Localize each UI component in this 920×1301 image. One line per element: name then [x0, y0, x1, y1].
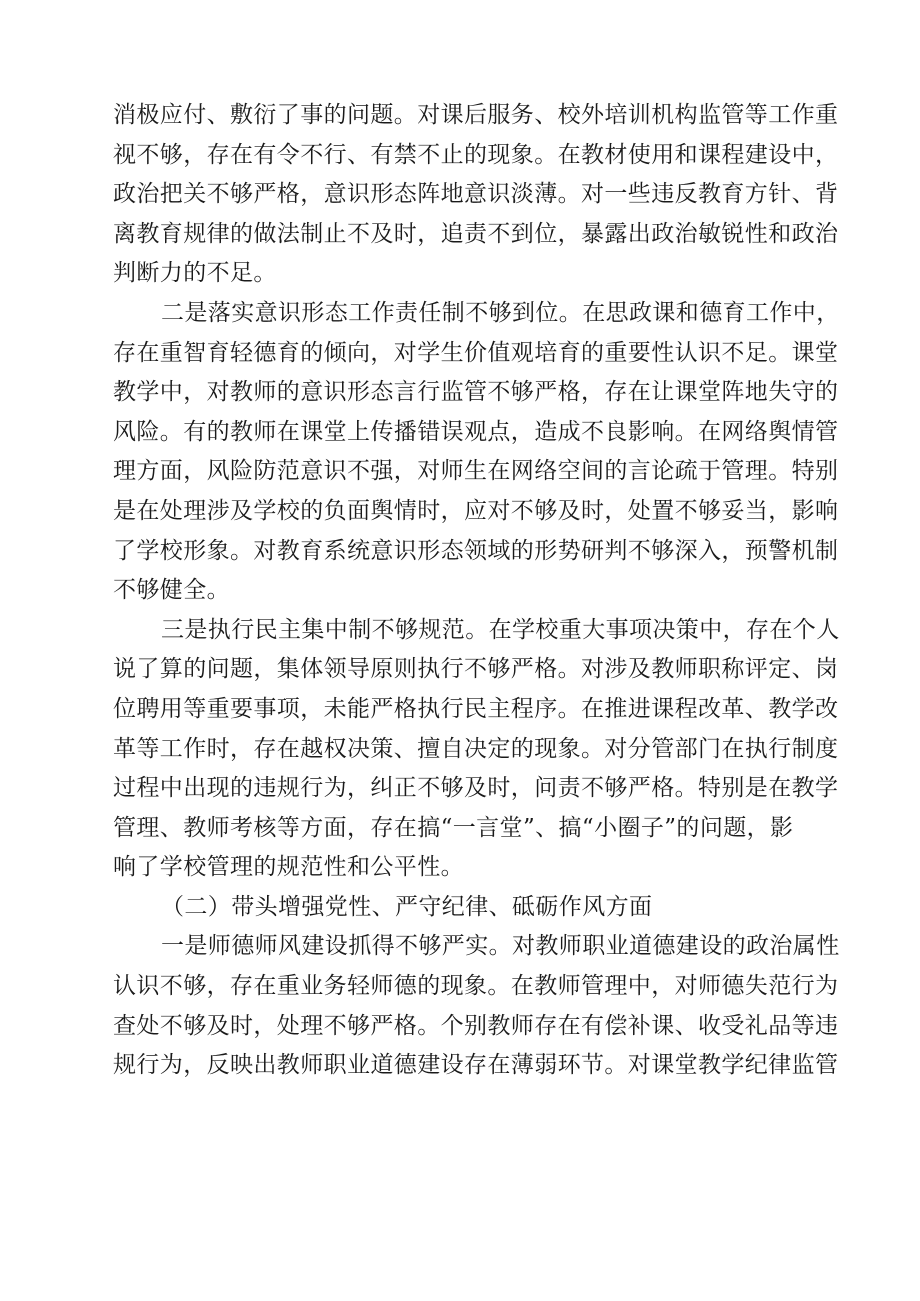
text-line: 风险。有的教师在课堂上传播错误观点，造成不良影响。在网络舆情管 [113, 418, 839, 445]
paragraph-continued [113, 96, 839, 294]
text-line: 说了算的问题，集体领导原则执行不够严格。对涉及教师职称评定、岗 [113, 656, 839, 683]
paragraph-democratic-centralism [113, 611, 840, 888]
section-heading: （二）带头增强党性、严守纪律、砥砺作风方面 [161, 893, 653, 920]
text-line: 位聘用等重要事项，未能严格执行民主程序。在推进课程改革、教学改 [113, 695, 839, 722]
text-line: 判断力的不足。 [113, 260, 277, 287]
text-line: 教学中，对教师的意识形态言行监管不够严格，存在让课堂阵地失守的 [113, 379, 839, 406]
text-line: 不够健全。 [113, 577, 230, 604]
paragraph-teacher-ethics [113, 927, 840, 1085]
text-line: 消极应付、敷衍了事的问题。对课后服务、校外培训机构监管等工作重 [113, 102, 839, 128]
text-line: 是在处理涉及学校的负面舆情时，应对不够及时，处置不够妥当，影响 [113, 497, 839, 524]
text-line: 革等工作时，存在越权决策、擅自决定的现象。对分管部门在执行制度 [113, 735, 839, 762]
text-line: 视不够，存在有令不行、有禁不止的现象。在教材使用和课程建设中， [113, 141, 839, 168]
text-line: 三是执行民主集中制不够规范。在学校重大事项决策中，存在个人 [161, 616, 840, 643]
text-line: 响了学校管理的规范性和公平性。 [113, 854, 464, 881]
text-line: 二是落实意识形态工作责任制不够到位。在思政课和德育工作中， [161, 299, 840, 326]
paragraph-ideology-responsibility [113, 294, 840, 611]
document-body [113, 96, 840, 1086]
text-line: 存在重智育轻德育的倾向，对学生价值观培育的重要性认识不足。课堂 [113, 339, 839, 366]
text-line: 政治把关不够严格，意识形态阵地意识淡薄。对一些违反教育方针、背 [113, 181, 839, 208]
text-line: 查处不够及时，处理不够严格。个别教师存在有偿补课、收受礼品等违 [113, 1012, 839, 1039]
text-line: 一是师德师风建设抓得不够严实。对教师职业道德建设的政治属性 [161, 933, 840, 960]
text-line: 理方面，风险防范意识不强，对师生在网络空间的言论疏于管理。特别 [113, 458, 839, 485]
text-line: 离教育规律的做法制止不及时，追责不到位，暴露出政治敏锐性和政治 [113, 220, 839, 247]
text-line: 规行为，反映出教师职业道德建设存在薄弱环节。对课堂教学纪律监管 [113, 1052, 839, 1079]
text-line: 了学校形象。对教育系统意识形态领域的形势研判不够深入，预警机制 [113, 537, 839, 564]
text-line: 过程中出现的违规行为，纠正不够及时，问责不够严格。特别是在教学 [113, 775, 839, 802]
text-line: 认识不够，存在重业务轻师德的现象。在教师管理中，对师德失范行为 [113, 973, 839, 1000]
text-line: 管理、教师考核等方面，存在搞“一言堂”、搞“小圈子”的问题，影 [113, 814, 794, 841]
